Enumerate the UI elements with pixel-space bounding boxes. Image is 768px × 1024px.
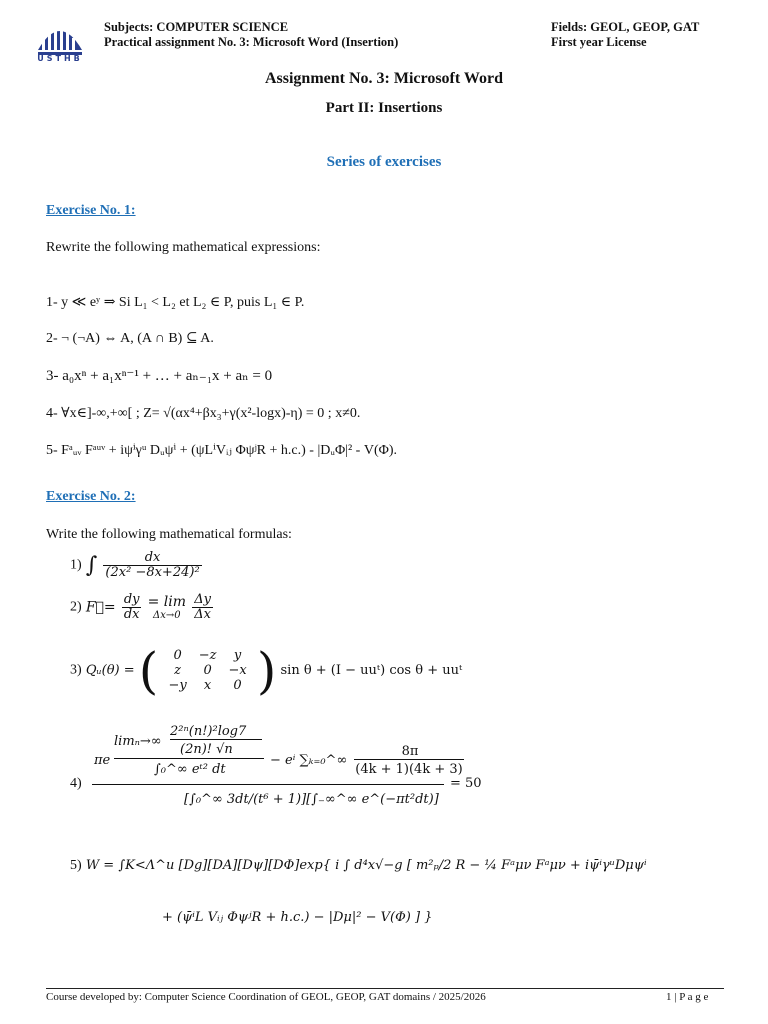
matrix-row	[162, 648, 252, 663]
sum-fraction-bar	[354, 759, 464, 760]
sum: − eⁱ ∑ₖ₌₀^∞	[270, 753, 348, 768]
numerator: dy	[123, 592, 140, 607]
formula-label: 2)	[70, 599, 82, 615]
paren-left: (	[138, 641, 159, 700]
series-heading: Series of exercises	[326, 154, 442, 170]
sum-denominator: (4k + 1)(4k + 3)	[355, 762, 463, 777]
numerator: Δy	[194, 592, 211, 607]
header-practical: Practical assignment No. 3: Microsoft Word (Insertion)	[104, 35, 399, 49]
header-fields: Fields: GEOL, GEOP, GAT	[551, 20, 700, 34]
fraction	[122, 593, 142, 622]
numerator: dx	[144, 550, 161, 565]
matrix-cell: y	[233, 648, 242, 663]
matrix-cell: z	[174, 663, 181, 678]
formula-5-line-2	[162, 910, 432, 925]
matrix-cell: −z	[198, 648, 217, 663]
formula-label: 1)	[70, 557, 82, 573]
limit: limₙ→∞	[114, 734, 162, 749]
denominator: dx	[122, 607, 142, 622]
formula-3	[70, 641, 463, 700]
formula-label: 4)	[70, 776, 82, 791]
page-title: Assignment No. 3: Microsoft Word	[264, 70, 504, 87]
matrix-row	[162, 663, 252, 678]
formula-4	[70, 722, 490, 822]
footer-divider	[46, 988, 724, 989]
exercise1-item-4: 4- ∀x∈]-∞,+∞[ ; Z= √(αx⁴+βx₃+γ(x²-logx)-η) = 0 ; x≠0.	[46, 406, 361, 421]
exercise1-item-3: 3- a₀xⁿ + a₁xⁿ⁻¹ + … + aₙ₋₁x + aₙ = 0	[46, 368, 273, 384]
formula-5-line-1	[70, 858, 647, 874]
formula-1	[70, 551, 204, 580]
matrix-cell: x	[203, 678, 212, 693]
formula-lhs: Qᵤ(θ) =	[85, 663, 135, 678]
logo-text: USTHB	[37, 54, 83, 63]
ustbh-logo	[32, 16, 88, 66]
matrix-cell: 0	[203, 663, 212, 678]
fraction	[192, 593, 213, 622]
exercise1-intro: Rewrite the following mathematical expressions:	[46, 240, 321, 255]
formula-rhs: = 50	[450, 776, 482, 791]
formula-5-text-1: W = ∫K<Λ^u [Dg][DA][Dψ][DΦ]exp{ i ∫ d⁴x√−g [ m²ₚ/2 R − ¼ Fᵃμν Fᵃμν + iψ̄ⁱγᵘDμψⁱ	[85, 858, 647, 873]
matrix-cell: 0	[233, 678, 242, 693]
exercise1-title: Exercise No. 1:	[46, 203, 136, 218]
matrix-cell: 0	[173, 648, 182, 663]
integral-sign: ∫	[85, 553, 98, 578]
limit-text: = lim	[147, 593, 187, 610]
page-subtitle: Part II: Insertions	[325, 100, 443, 116]
matrix-cell: −x	[228, 663, 247, 678]
limit-sub: Δx→0	[153, 609, 181, 621]
page-number: 1 | P a g e	[666, 991, 709, 1003]
exercise2-title: Exercise No. 2:	[46, 489, 136, 504]
matrix-row	[162, 678, 252, 693]
formula-label: 3)	[70, 662, 82, 678]
main-fraction-bar	[92, 784, 444, 785]
exercise1-item-5: 5- Fᵃᵤᵥ Fᵃᵘᵛ + iψⁱγᵘ Dᵤψⁱ + (ψLⁱVᵢⱼ ΦψʲR + h.c.) - |DᵤΦ|² - V(Φ).	[46, 443, 398, 458]
fraction	[103, 551, 201, 580]
inner-numerator: 2²ⁿ(n!)²log7	[170, 724, 247, 739]
exercise2-intro: Write the following mathematical formulas:	[46, 527, 292, 542]
footer-text: Course developed by: Computer Science Coordination of GEOL, GEOP, GAT domains / 2025/2026	[46, 991, 486, 1003]
matrix	[162, 648, 252, 693]
denominator: Δx	[194, 607, 211, 622]
formula-5-text-2: + (ψ̄ⁱL Vᵢⱼ ΦψʲR + h.c.) − |Dμ|² − V(Φ) ] }	[162, 910, 433, 925]
formula-rhs: sin θ + (I − uuᵗ) cos θ + uuᵗ	[280, 663, 463, 678]
integral-denominator: ∫₀^∞ eᵗ² dt	[154, 762, 226, 777]
formula-2	[70, 593, 215, 622]
pi-e: πe	[94, 753, 111, 768]
denominator: (2x² −8x+24)²	[105, 565, 200, 580]
paren-right: )	[256, 641, 277, 700]
exercise1-item-1: 1- y ≪ eʸ ⇒ Si L₁ ˂ L₂ et L₂ ∈ P, puis L₁ ∈ P.	[46, 295, 305, 310]
fraction-bar	[114, 758, 264, 759]
exercise1-item-2: 2- ¬ (¬A) ⇔ A, (A ∩ B) ⊆ A.	[46, 331, 214, 346]
matrix-cell: −y	[168, 678, 187, 693]
main-denominator: [∫₀^∞ 3dt/(t⁶ + 1)][∫₋∞^∞ e^(−πt²dt)]	[184, 792, 439, 807]
inner-fraction-bar	[170, 739, 262, 740]
limit	[148, 594, 186, 622]
sum-numerator: 8π	[401, 744, 419, 759]
header-subjects: Subjects: COMPUTER SCIENCE	[104, 20, 289, 34]
formula-lhs: F⃗=	[85, 599, 116, 616]
header-level: First year License	[551, 35, 647, 49]
formula-label: 5)	[70, 858, 82, 873]
inner-denominator: (2n)! √n	[180, 742, 233, 757]
